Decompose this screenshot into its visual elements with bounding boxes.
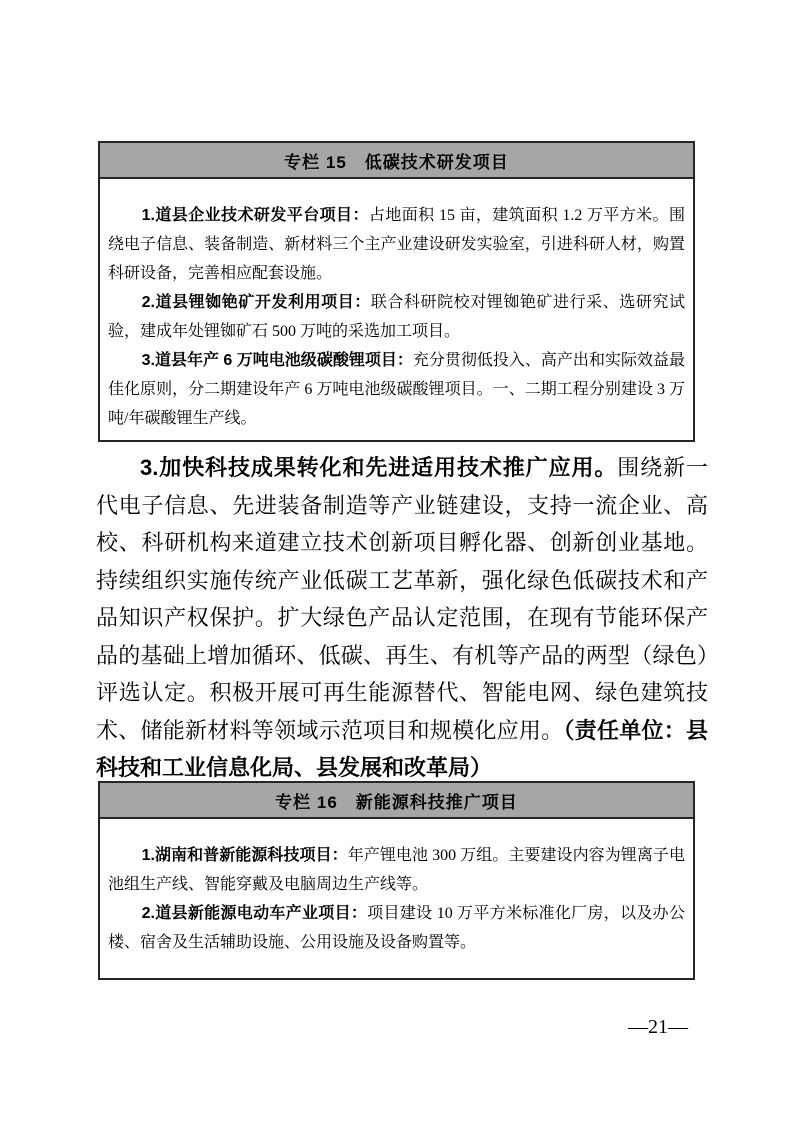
box16-header	[100, 783, 693, 819]
box16-item-2-label: 2.道县新能源电动车产业项目：	[141, 905, 368, 922]
box15-item-1-text: 占地面积 15 亩，建筑面积 1.2 万平方米。围绕电子信息、装备制造、新材料三个主产业建设研发实验室，引进科研人材，购置科研设备，完善相应配套设施。	[108, 207, 685, 282]
box15-item-2	[108, 288, 685, 346]
box15-item-3-text: 充分贯彻低投入、高产出和实际效益最佳化原则，分二期建设年产 6 万吨电池级碳酸锂项目。一、二期工程分别建设 3 万吨/年碳酸锂生产线。	[108, 352, 685, 427]
main-paragraph-responsibility: （责任单位：县科技和工业信息化局、县发展和改革局）	[96, 717, 708, 780]
box15-body	[100, 179, 693, 433]
box15-title: 专栏 15 低碳技术研发项目	[284, 152, 509, 172]
box15-item-2-text: 联合科研院校对锂铷铯矿进行采、选研究试验，建成年处锂铷矿石 500 万吨的采选加工项目。	[108, 294, 685, 340]
main-paragraph	[96, 449, 708, 787]
box16-item-2	[108, 899, 685, 957]
box16-item-1-label: 1.湖南和普新能源科技项目：	[141, 847, 348, 864]
box15-item-1-label: 1.道县企业技术研发平台项目：	[141, 207, 369, 224]
box16-item-1	[108, 841, 685, 899]
page-number: —21—	[628, 1016, 688, 1038]
column-box-15	[98, 141, 695, 442]
box15-header	[100, 143, 693, 179]
box15-item-1	[108, 201, 685, 288]
column-box-16	[98, 781, 695, 980]
box15-item-2-label: 2.道县锂铷铯矿开发利用项目：	[141, 294, 371, 311]
box15-item-3-label: 3.道县年产 6 万吨电池级碳酸锂项目：	[141, 352, 413, 369]
box16-item-1-text: 年产锂电池 300 万组。主要建设内容为锂离子电池组生产线、智能穿戴及电脑周边生产线等。	[108, 847, 685, 893]
box16-body	[100, 819, 693, 957]
main-paragraph-body: 围绕新一代电子信息、先进装备制造等产业链建设，支持一流企业、高校、科研机构来道建立技术创新项目孵化器、创新创业基地。持续组织实施传统产业低碳工艺革新，强化绿色低碳技术和产品知识产权保护。扩大绿色产品认定范围，在现有节能环保产品的基础上增加循环、低碳、再生、有机等产品的两型（绿色）评选认定。积极开展可再生能源替代、智能电网、绿色建筑技术、储能新材料等领域示范项目和规模化应用。	[96, 455, 708, 743]
box16-title: 专栏 16 新能源科技推广项目	[275, 792, 518, 812]
box15-item-3	[108, 346, 685, 433]
box16-item-2-text: 项目建设 10 万平方米标准化厂房，以及办公楼、宿舍及生活辅助设施、公用设施及设备购置等。	[108, 905, 685, 951]
main-paragraph-lead: 3.加快科技成果转化和先进适用技术推广应用。	[140, 455, 618, 480]
